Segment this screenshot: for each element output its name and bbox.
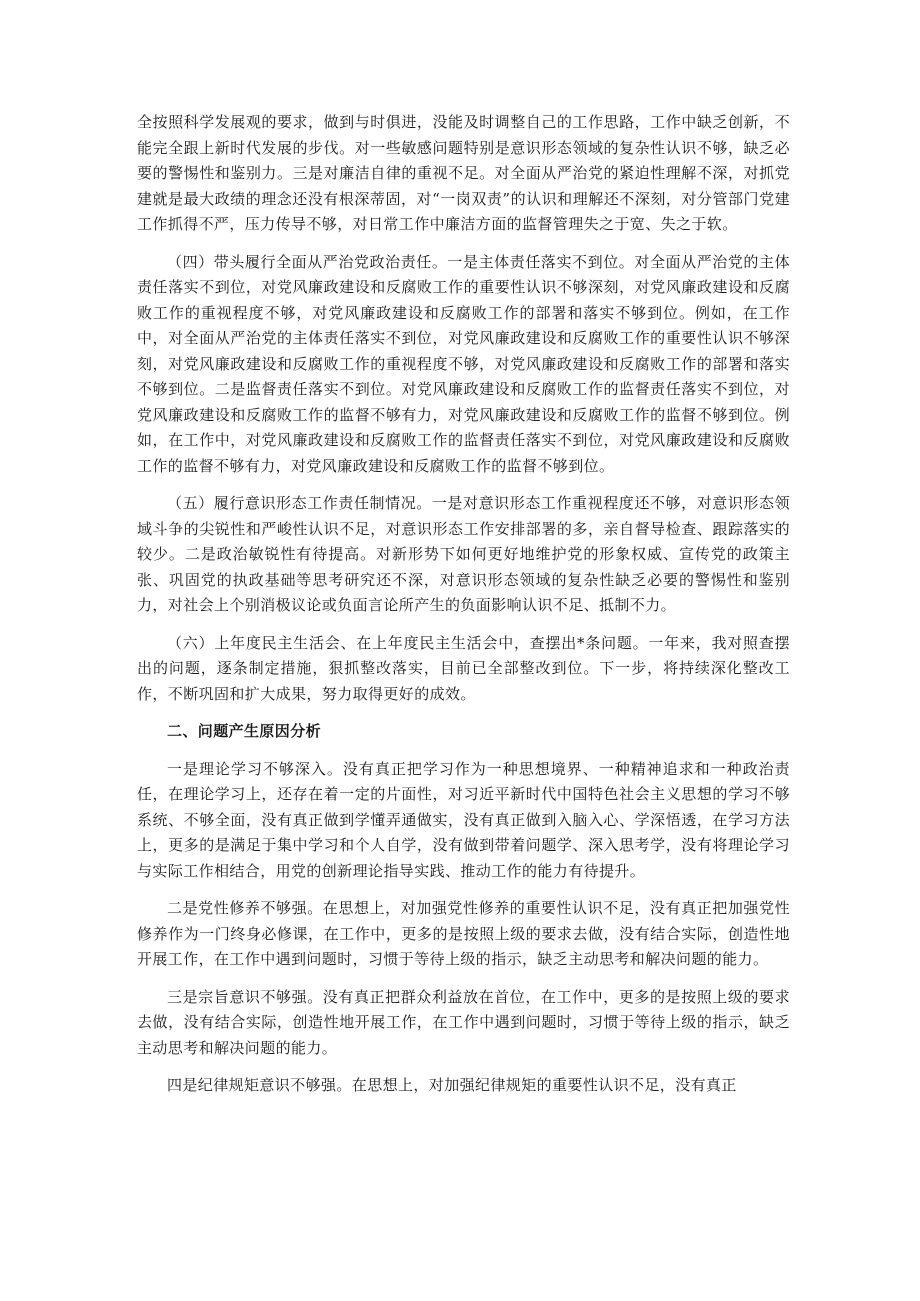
paragraph-reason-4: 四是纪律规矩意识不够强。在思想上，对加强纪律规矩的重要性认识不足，没有真正: [167, 1076, 737, 1094]
paragraph-reason-1: 一是理论学习不够深入。没有真正把学习作为一种思想境界、一种精神追求和一种政治责任，在理论学习上，还存在着一定的片面性，对习近平新时代中国特色社会主义思想的学习不够系统、不够全面，没有真正做到学懂弄通做实，没有真正做到入脑入心、学深悟透，在学习方法上，更多的是满足于集中学习和个人自学，没有做到带着问题学、深入思考学，没有将理论学习与实际工作相结合，用党的创新理论指导实践、推动工作的能力有待提升。: [137, 759, 790, 880]
paragraph-section-5: （五）履行意识形态工作责任制情况。一是对意识形态工作重视程度还不够，对意识形态领域斗争的尖锐性和严峻性认识不足，对意识形态工作安排部署的多，亲自督导检查、跟踪落实的较少。二是政治敏锐性有待提高。对新形势下如何更好地维护党的形象权威、宣传党的政策主张、巩固党的执政基础等思考研究还不深，对意识形态领域的复杂性缺乏必要的警惕性和鉴别力，对社会上个别消极议论或负面言论所产生的负面影响认识不足、抵制不力。: [137, 494, 790, 614]
paragraph-reason-2: 二是党性修养不够强。在思想上，对加强党性修养的重要性认识不足，没有真正把加强党性修养作为一门终身必修课，在工作中，更多的是按照上级的要求去做，没有结合实际，创造性地开展工作，在工作中遇到问题时，习惯于等待上级的指示，缺乏主动思考和解决问题的能力。: [137, 899, 790, 968]
paragraph-continuation: 全按照科学发展观的要求，做到与时俱进，没能及时调整自己的工作思路，工作中缺乏创新，不能完全跟上新时代发展的步伐。对一些敏感问题特别是意识形态领域的复杂性认识不够，缺乏必要的警惕性和鉴别力。三是对廉洁自律的重视不足。对全面从严治党的紧迫性理解不深，对抓党建就是最大政绩的理念还没有根深蒂固，对“一岗双责”的认识和理解还不深刻，对分管部门党建工作抓得不严，压力传导不够，对日常工作中廉洁方面的监督管理失之于宽、失之于软。: [137, 113, 790, 233]
section-heading: 二、问题产生原因分析: [167, 722, 322, 740]
paragraph-section-4: （四）带头履行全面从严治党政治责任。一是主体责任落实不到位。对全面从严治党的主体责任落实不到位，对党风廉政建设和反腐败工作的重要性认识不够深刻，对党风廉政建设和反腐败工作的重视程度不够，对党风廉政建设和反腐败工作的部署和落实不够到位。例如，在工作中，对全面从严治党的主体责任落实不到位，对党风廉政建设和反腐败工作的重要性认识不够深刻，对党风廉政建设和反腐败工作的重视程度不够，对党风廉政建设和反腐败工作的部署和落实不够到位。二是监督责任落实不到位。对党风廉政建设和反腐败工作的监督责任落实不到位，对党风廉政建设和反腐败工作的监督不够有力，对党风廉政建设和反腐败工作的监督不够到位。例如，在工作中，对党风廉政建设和反腐败工作的监督责任落实不到位，对党风廉政建设和反腐败工作的监督不够有力，对党风廉政建设和反腐败工作的监督不够到位。: [137, 252, 790, 475]
paragraph-reason-3: 三是宗旨意识不够强。没有真正把群众利益放在首位，在工作中，更多的是按照上级的要求去做，没有结合实际，创造性地开展工作，在工作中遇到问题时，习惯于等待上级的指示，缺乏主动思考和解决问题的能力。: [137, 987, 790, 1057]
paragraph-section-6: （六）上年度民主生活会、在上年度民主生活会中，查摆出*条问题。一年来，我对照查摆出的问题，逐条制定措施，狠抓整改落实，目前已全部整改到位。下一步，将持续深化整改工作，不断巩固和扩大成果，努力取得更好的成效。: [137, 633, 790, 703]
document-body: [137, 110, 790, 1111]
